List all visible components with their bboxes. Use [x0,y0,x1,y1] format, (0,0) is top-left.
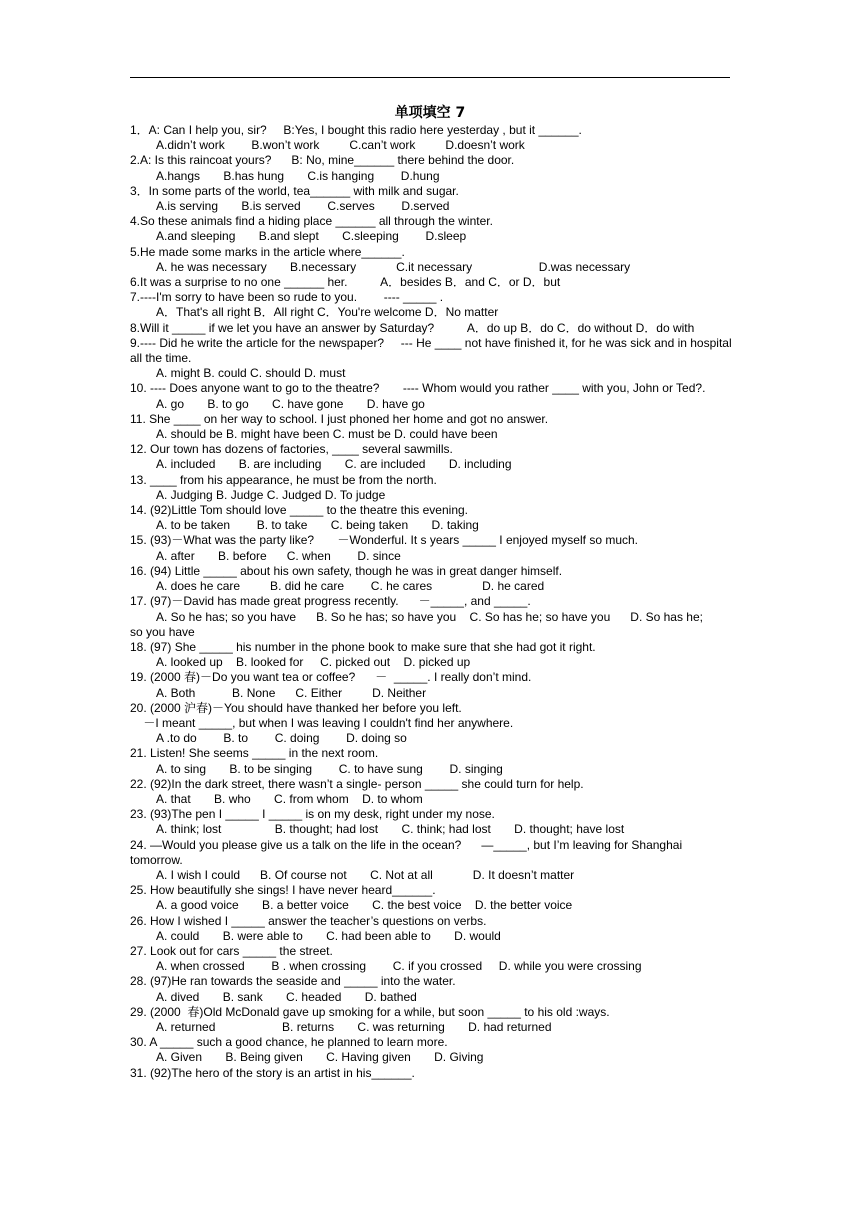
question-text: 25. How beautifully she sings! I have never heard______. [130,883,436,898]
question-text: 24. —Would you please give us a talk on the life in the ocean? —_____, but I’m leaving for Shanghai tomorrow. [130,837,686,867]
page-title: 单项填空 7 [394,105,466,121]
question-text: 2.A: Is this raincoat yours? B: No, mine______ there behind the door. [130,153,515,168]
question-text: 26. How I wished I _____ answer the teacher’s questions on verbs. [130,913,487,928]
question-text: 27. Look out for cars _____ the street. [130,943,333,958]
question-text: 17. (97)－David has made great progress recently. －_____, and _____. [130,594,531,609]
question-text: 6.It was a surprise to no one ______ her. A．besides B．and C．or D．but [130,275,561,290]
answer-options: A. Judging B. Judge C. Judged D. To judge [156,487,386,502]
question-text: 11. She ____ on her way to school. I just phoned her home and got no answer. [130,411,549,426]
question-text: 14. (92)Little Tom should love _____ to the theatre this evening. [130,503,468,518]
answer-options: A.didn’t work B.won’t work C.can’t work D.doesn’t work [156,138,525,153]
answer-options: A. go B. to go C. have gone D. have go [156,396,425,411]
question-text: 22. (92)In the dark street, there wasn’t a single- person _____ she could turn for help. [130,776,584,791]
question-text: 3．In some parts of the world, tea______ with milk and sugar. [130,183,459,198]
answer-options: A. should be B. might have been C. must be D. could have been [156,427,498,442]
answer-options: A. Both B. None C. Either D. Neither [156,685,427,700]
answer-options: A. could B. were able to C. had been able to D. would [156,928,501,943]
question-text: 16. (94) Little _____ about his own safety, though he was in great danger himself. [130,563,563,578]
question-text: 9.---- Did he write the article for the newspaper? --- He ____ not have finished it, for he was sick and in hospital all the time. [130,335,735,366]
question-text: so you have [130,624,195,639]
question-text: 12. Our town has dozens of factories, ____ several sawmills. [130,442,453,457]
question-text: 29. (2000 春)Old McDonald gave up smoking for a while, but soon _____ to his old :ways. [130,1004,610,1019]
answer-options: A.hangs B.has hung C.is hanging D.hung [156,168,440,183]
question-text: 31. (92)The hero of the story is an artist in his______. [130,1065,415,1080]
question-text: 4.So these animals find a hiding place ______ all through the winter. [130,214,493,229]
question-text: －I meant _____, but when I was leaving I couldn't find her anywhere. [130,715,514,730]
answer-options: A. does he care B. did he care C. he cares D. he cared [156,579,545,594]
question-text: 8.Will it _____ if we let you have an answer by Saturday? A．do up B．do C．do without D．do with [130,320,695,335]
question-text: 7.----I'm sorry to have been so rude to you. ---- _____ . [130,290,444,305]
answer-options: A. might B. could C. should D. must [156,366,346,381]
header-rule [130,77,730,78]
question-text: 20. (2000 沪春)－You should have thanked her before you left. [130,700,462,715]
answer-options: A .to do B. to C. doing D. doing so [156,731,407,746]
answer-options: A. think; lost B. thought; had lost C. think; had lost D. thought; have lost [156,822,625,837]
answer-options: A. when crossed B . when crossing C. if you crossed D. while you were crossing [156,959,642,974]
answer-options: A. Given B. Being given C. Having given D. Giving [156,1050,484,1065]
answer-options: A．That's all right B．All right C．You're welcome D．No matter [156,305,499,320]
question-text: 30. A _____ such a good chance, he planned to learn more. [130,1035,448,1050]
answer-options: A. dived B. sank C. headed D. bathed [156,989,417,1004]
question-text: 5.He made some marks in the article where______. [130,244,405,259]
answer-options: A. to be taken B. to take C. being taken D. taking [156,518,479,533]
answer-options: A. to sing B. to be singing C. to have sung D. singing [156,761,503,776]
answer-options: A. I wish I could B. Of course not C. Not at all D. It doesn’t matter [156,867,575,882]
question-text: 23. (93)The pen I _____ I _____ is on my desk, right under my nose. [130,807,495,822]
question-text: 18. (97) She _____ his number in the phone book to make sure that she had got it right. [130,639,596,654]
answer-options: A.is serving B.is served C.serves D.served [156,199,450,214]
question-list [130,123,738,1081]
answer-options: A. included B. are including C. are included D. including [156,457,512,472]
answer-options: A. he was necessary B.necessary C.it necessary D.was necessary [156,259,631,274]
question-text: 1．A: Can I help you, sir? B:Yes, I bought this radio here yesterday , but it ______. [130,123,582,137]
question-text: 10. ---- Does anyone want to go to the theatre? ---- Whom would you rather ____ with you, John or Ted?. [130,381,706,396]
question-text: 28. (97)He ran towards the seaside and _____ into the water. [130,974,456,989]
answer-options: A. So he has; so you have B. So he has; so have you C. So has he; so have you D. So has he; [156,609,703,624]
answer-options: A. that B. who C. from whom D. to whom [156,791,423,806]
answer-options: A.and sleeping B.and slept C.sleeping D.sleep [156,229,467,244]
question-text: 21. Listen! She seems _____ in the next room. [130,746,379,761]
answer-options: A. looked up B. looked for C. picked out D. picked up [156,655,471,670]
answer-options: A. returned B. returns C. was returning D. had returned [156,1019,552,1034]
answer-options: A. after B. before C. when D. since [156,548,401,563]
answer-options: A. a good voice B. a better voice C. the best voice D. the better voice [156,898,573,913]
question-text: 13. ____ from his appearance, he must be from the north. [130,472,437,487]
question-text: 19. (2000 春)－Do you want tea or coffee? － _____. I really don’t mind. [130,670,532,685]
question-text: 15. (93)－What was the party like? －Wonderful. It s years _____ I enjoyed myself so much. [130,533,639,548]
